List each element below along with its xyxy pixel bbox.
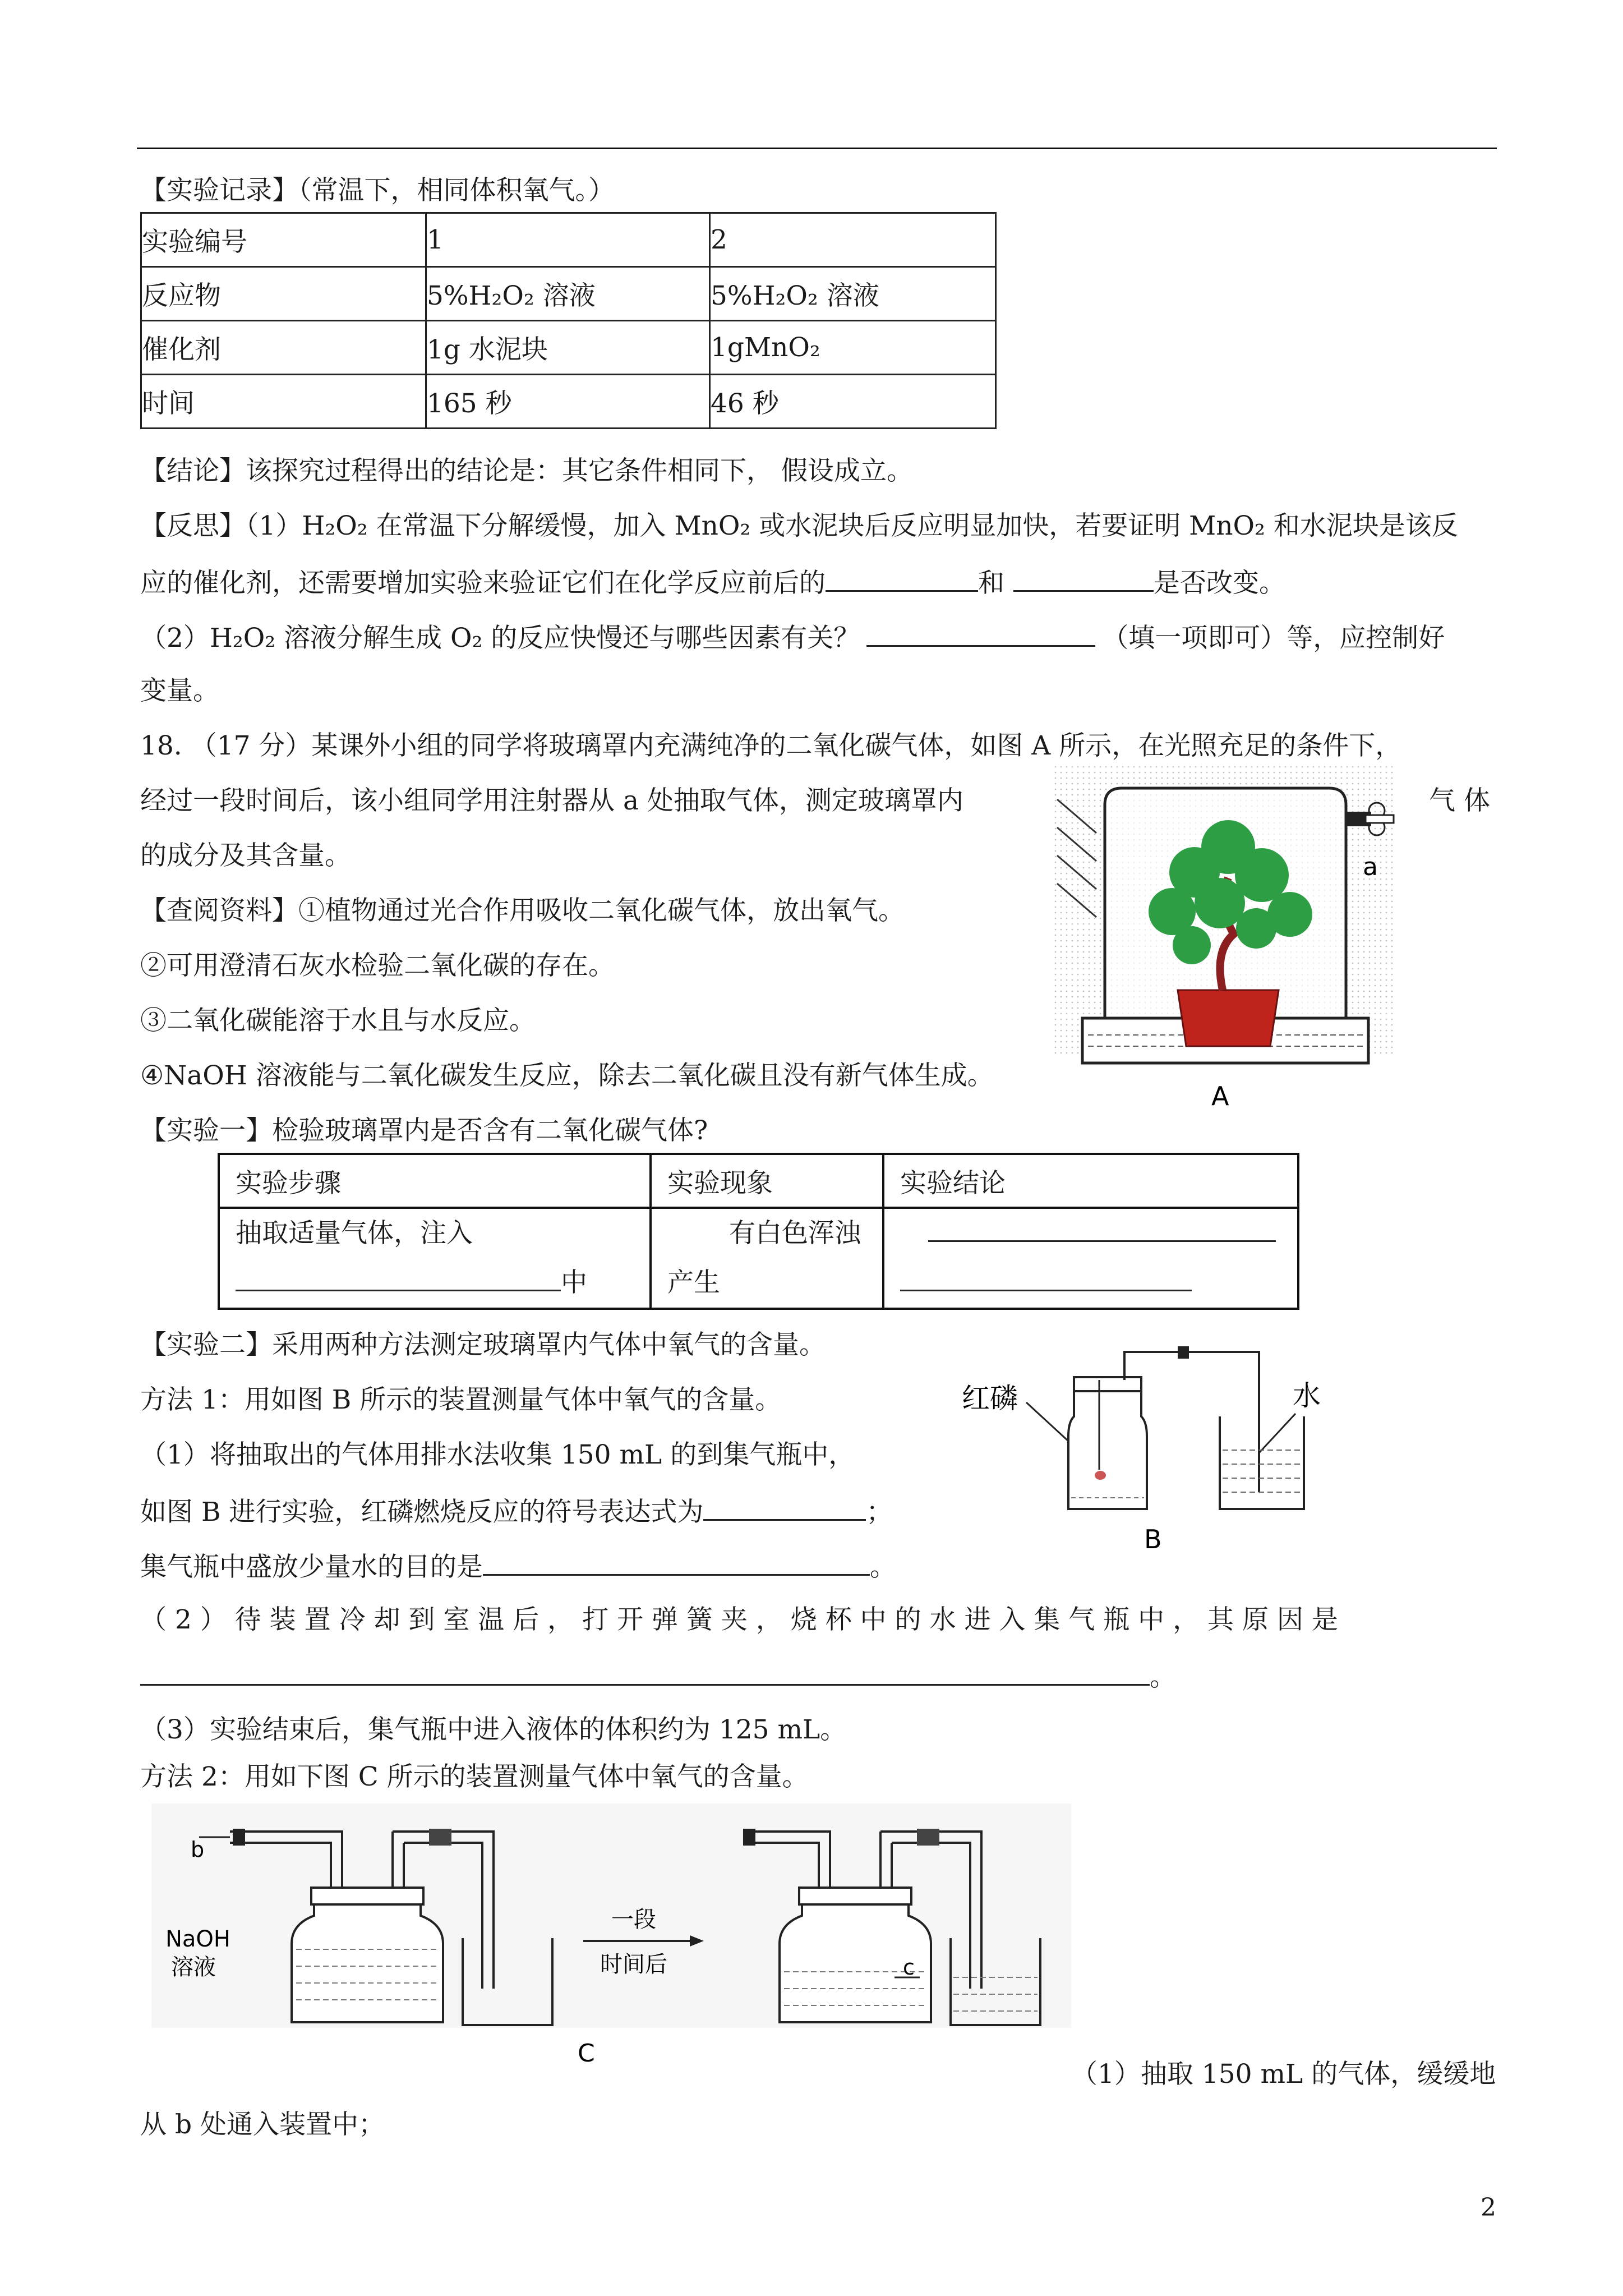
gas-bottle — [1068, 1386, 1147, 1509]
table-cell: 5%H₂O₂ 溶液 — [710, 267, 996, 321]
label-naoh: NaOH — [165, 1926, 230, 1952]
method-1: 方法 1：用如图 B 所示的装置测量气体中氧气的含量。 — [140, 1384, 782, 1415]
answer-blank[interactable] — [928, 1216, 1276, 1242]
record-heading: 【实验记录】（常温下，相同体积氧气。） — [140, 175, 615, 206]
header-rule — [137, 148, 1497, 149]
arrow-label-bottom: 时间后 — [600, 1952, 667, 1977]
conclusion: 【结论】该探究过程得出的结论是：其它条件相同下， 假设成立。 — [140, 455, 913, 486]
answer-blank[interactable] — [236, 1265, 561, 1291]
wash-bottle — [292, 1902, 443, 2022]
reflection-line-1: 【反思】（1）H₂O₂ 在常温下分解缓慢，加入 MnO₂ 或水泥块后反应明显加快，若要证明 MnO₂ 和水泥块是该反 — [140, 510, 1458, 541]
answer-blank[interactable] — [483, 1549, 870, 1576]
caption-c: C — [578, 2039, 595, 2067]
table-cell: 反应物 — [141, 267, 426, 321]
label-a: a — [1363, 853, 1378, 881]
m1-step-1c: 集气瓶中盛放少量水的目的是 。 — [140, 1549, 896, 1583]
table-row — [219, 1208, 1298, 1309]
arrow-label-top: 一段 — [611, 1907, 656, 1932]
tail-line-1: （1）抽取 150 mL 的气体，缓缓地 — [1071, 2059, 1496, 2090]
reflection-line-3: （2）H₂O₂ 溶液分解生成 O₂ 的反应快慢还与哪些因素有关？ （填一项即可）等，应控制好 — [140, 620, 1445, 654]
bottle-stopper — [1074, 1377, 1141, 1391]
answer-blank[interactable] — [826, 565, 978, 592]
table-cell: 2 — [710, 213, 996, 267]
phosphorus-spoon — [1095, 1471, 1106, 1480]
table-cell: 时间 — [141, 375, 426, 429]
m1-step-1a: （1）将抽取出的气体用排水法收集 150 mL 的到集气瓶中， — [140, 1439, 855, 1470]
m1-step-1b: 如图 B 进行实验，红磷燃烧反应的符号表达式为 ； — [140, 1494, 892, 1528]
table-cell: 有白色浑浊 产生 — [651, 1208, 883, 1309]
m1-step-3: （3）实验结束后，集气瓶中进入液体的体积约为 125 mL。 — [140, 1714, 847, 1745]
exp1-heading: 【实验一】检验玻璃罩内是否含有二氧化碳气体? — [140, 1115, 708, 1146]
label-red-phosphorus: 红磷 — [962, 1382, 1018, 1415]
table-cell: 1gMnO₂ — [710, 321, 996, 375]
table-row — [141, 321, 996, 375]
q18-line-2: 经过一段时间后，该小组同学用注射器从 a 处抽取气体，测定玻璃罩内 — [140, 785, 963, 816]
table-row — [141, 213, 996, 267]
m1-step-2b: 。 — [140, 1659, 1176, 1693]
table-cell: 5%H₂O₂ 溶液 — [426, 267, 710, 321]
answer-blank[interactable] — [1013, 565, 1154, 592]
table-cell — [883, 1208, 1298, 1309]
reference-4: ④NaOH 溶液能与二氧化碳发生反应，除去二氧化碳且没有新气体生成。 — [140, 1060, 994, 1091]
m1-step-2a: （ 2 ） 待 装 置 冷 却 到 室 温 后 ， 打 开 弹 簧 夹 ， 烧 杯 中 的 水 进 入 集 气 瓶 中 ， 其 原 因 是 — [140, 1604, 1338, 1635]
spring-clip — [1178, 1346, 1189, 1359]
answer-blank[interactable] — [900, 1265, 1192, 1291]
page-number: 2 — [1481, 2193, 1496, 2222]
label-solution: 溶液 — [171, 1954, 216, 1980]
label-water: 水 — [1293, 1379, 1321, 1412]
table-cell: 1 — [426, 213, 710, 267]
reflection-line-4: 变量。 — [140, 675, 219, 706]
table-header: 实验步骤 — [219, 1154, 651, 1208]
reference-2: ②可用澄清石灰水检验二氧化碳的存在。 — [140, 950, 615, 981]
flower-pot — [1178, 990, 1279, 1046]
table-cell: 165 秒 — [426, 375, 710, 429]
spring-clip — [233, 1829, 245, 1846]
reflection-line-2: 应的催化剂，还需要增加实验来验证它们在化学反应前后的 和 是否改变。 — [140, 565, 1285, 599]
table-row — [141, 375, 996, 429]
answer-blank[interactable] — [866, 620, 1095, 647]
label-b: b — [191, 1837, 205, 1862]
table-cell: 46 秒 — [710, 375, 996, 429]
tail-line-2: 从 b 处通入装置中； — [140, 2109, 385, 2140]
reference-1: 【查阅资料】①植物通过光合作用吸收二氧化碳气体，放出氧气。 — [140, 895, 905, 926]
q18-line-1: 18. （17 分）某课外小组的同学将玻璃罩内充满纯净的二氧化碳气体，如图 A 所示，在光照充足的条件下， — [140, 730, 1402, 761]
reference-3: ③二氧化碳能溶于水且与水反应。 — [140, 1005, 536, 1036]
table-cell: 抽取适量气体，注入 中 — [219, 1208, 651, 1309]
q18-line-2-tail: 气 体 — [1429, 785, 1490, 816]
caption-b: B — [1144, 1524, 1162, 1554]
table-cell: 实验编号 — [141, 213, 426, 267]
table-cell: 催化剂 — [141, 321, 426, 375]
table-row — [141, 267, 996, 321]
exp2-heading: 【实验二】采用两种方法测定玻璃罩内气体中氧气的含量。 — [140, 1329, 826, 1360]
beaker — [1220, 1416, 1304, 1509]
q18-line-3: 的成分及其含量。 — [140, 840, 351, 871]
figure-c — [151, 1803, 1071, 2067]
table-header: 实验现象 — [651, 1154, 883, 1208]
answer-blank[interactable] — [140, 1659, 1150, 1686]
answer-blank[interactable] — [703, 1494, 866, 1521]
method-2: 方法 2：用如下图 C 所示的装置测量气体中氧气的含量。 — [140, 1761, 809, 1792]
record-table — [140, 212, 997, 429]
figure-a — [1054, 766, 1402, 1125]
table-cell: 1g 水泥块 — [426, 321, 710, 375]
exp1-table — [218, 1153, 1299, 1310]
caption-a: A — [1211, 1081, 1229, 1111]
table-row — [219, 1154, 1298, 1208]
figure-b — [953, 1341, 1346, 1554]
label-c: c — [903, 1955, 915, 1980]
table-header: 实验结论 — [883, 1154, 1298, 1208]
